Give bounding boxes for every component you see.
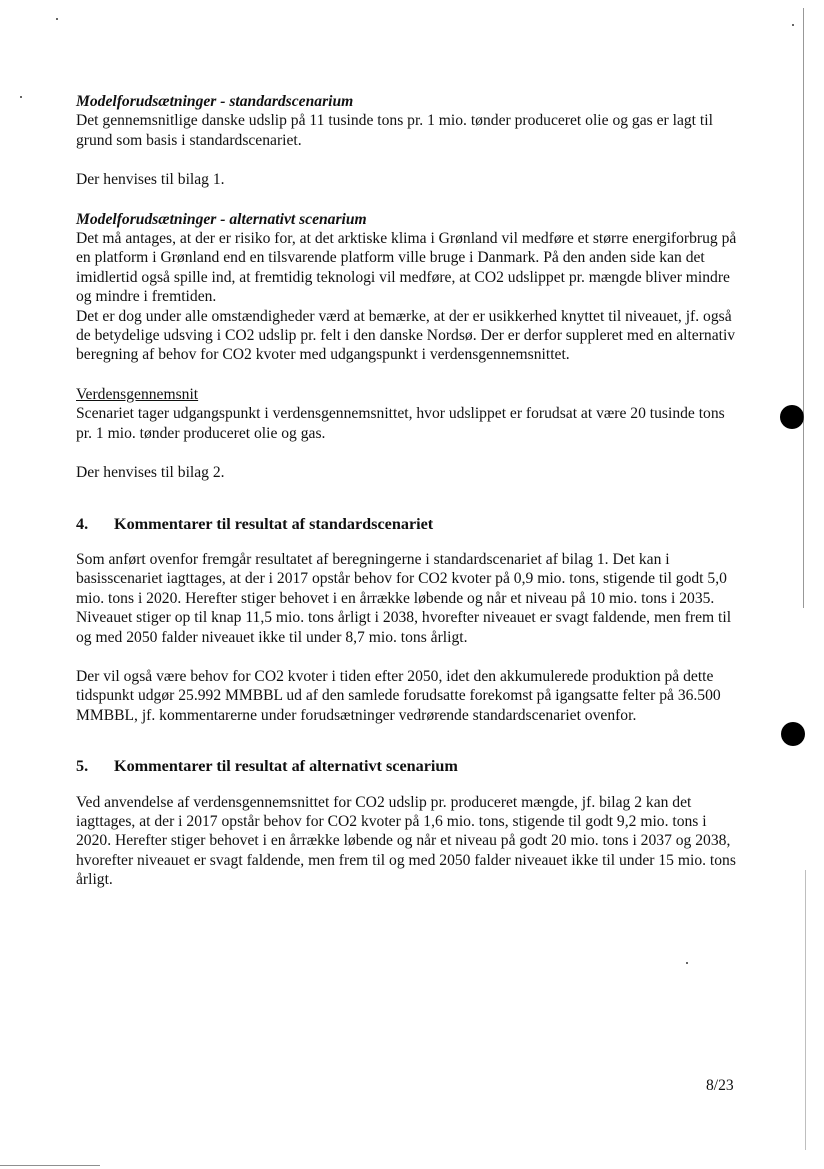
section-heading-4 [76,515,744,534]
section-title: Kommentarer til resultat af standardscenariet [114,514,434,533]
scan-speck [792,24,794,26]
subheading-world-average: Verdensgennemsnit [76,385,199,403]
scan-speck [20,96,22,98]
paragraph: Der henvises til bilag 1. [76,171,225,189]
subheading-standard-scenario: Modelforudsætninger - standardscenarium [76,93,354,110]
section-number: 5. [76,757,89,776]
scan-edge-line [805,870,806,1150]
spacer [76,150,744,170]
paragraph: Scenariet tager udgangspunkt i verdensgennemsnittet, hvor udslippet er forudsat at være 20 tusinde tons pr. 1 mio. tønder produceret olie og gas. [76,405,725,442]
section-heading-5 [76,757,744,776]
paragraph: Det må antages, at der er risiko for, at det arktiske klima i Grønland vil medføre et større energiforbrug på en platform i Grønland end en tilsvarende platform ville bruge i Danmark. På den anden side kan det imidlertid også spille ind, at fremtidig teknologi vil medføre, at CO2 udslippet pr. mængde bliver mindre og mindre i fremtiden. [76,230,737,306]
subheading-alternative-scenario: Modelforudsætninger - alternativt scenarium [76,210,367,228]
paragraph: Det gennemsnitlige danske udslip på 11 tusinde tons pr. 1 mio. tønder produceret olie og gas er lagt til grund som basis i standardscenariet. [76,112,713,149]
paragraph: Ved anvendelse af verdensgennemsnittet for CO2 udslip pr. produceret mængde, jf. bilag 2 kan det iagttages, at der i 2017 opstår behov for CO2 kvoter på 1,6 mio. tons, stigende til godt 9,2 mio. tons i 2020. Herefter stiger behovet i en årrække løbende og når et niveau på godt 20 mio. tons i 2037 og 2038, hvorefter niveauet er svagt faldende, men frem til og med 2050 falder niveauet ikke til under 15 mio. tons årligt. [76,793,736,889]
page-number: 8/23 [706,1077,734,1094]
paragraph: Der henvises til bilag 2. [76,464,225,482]
scan-punch-hole-lower [781,722,805,746]
scan-edge-line [803,8,804,608]
spacer [76,725,744,747]
scan-bottom-line [0,1165,100,1166]
spacer [76,365,744,385]
spacer [76,190,744,210]
spacer [76,483,744,505]
document-body [76,92,744,890]
scan-speck [56,18,58,20]
paragraph: Der vil også være behov for CO2 kvoter i tiden efter 2050, idet den akkumulerede produktion på dette tidspunkt udgør 25.992 MMBBL ud af den samlede forudsatte forekomst på igangsatte felter på 36.500 MMBBL, jf. kommentarerne under forudsætninger vedrørende standardscenariet ovenfor. [76,667,721,724]
spacer [76,647,744,667]
scan-speck [686,962,688,964]
scan-punch-hole-upper [780,405,804,429]
paragraph: Som anført ovenfor fremgår resultatet af beregningerne i standardscenariet af bilag 1. Det kan i basisscenariet iagttages, at der i 2017 opstår behov for CO2 kvoter på 0,9 mio. tons, stigende til godt 5,0 mio. tons i 2020. Herefter stiger behovet i en årrække løbende og når et niveau på 10 mio. tons i 2035. Niveauet stiger op til knap 11,5 mio. tons årligt i 2038, hvorefter niveauet er svagt faldende, men frem til og med 2050 falder niveauet ikke til under 8,7 mio. tons årligt. [76,550,732,646]
spacer [76,443,744,463]
section-number: 4. [76,514,89,533]
paragraph: Det er dog under alle omstændigheder værd at bemærke, at der er usikkerhed knyttet til niveauet, jf. også de betydelige udsving i CO2 udslip pr. felt i den danske Nordsø. Der er derfor suppleret med en alternativ beregning af behov for CO2 kvoter med udgangspunkt i verdensgennemsnittet. [76,307,736,364]
section-title: Kommentarer til resultat af alternativt scenarium [114,757,458,776]
